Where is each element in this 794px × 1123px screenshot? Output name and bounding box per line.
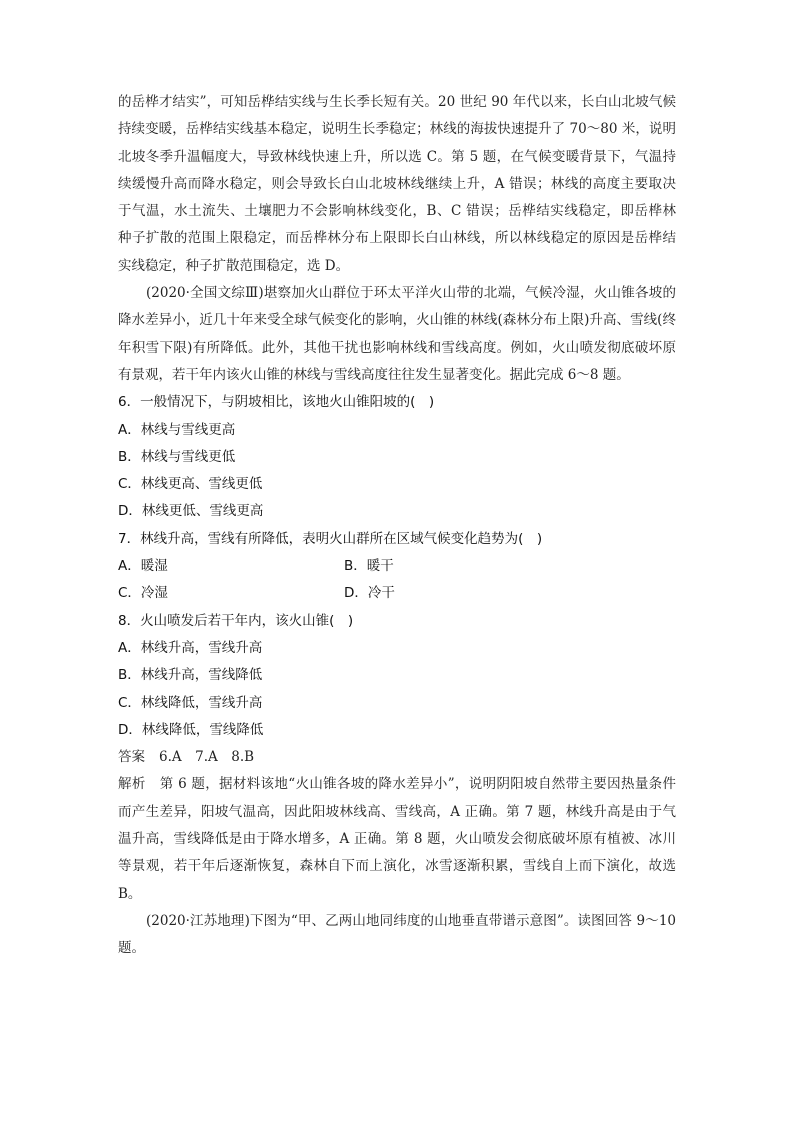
text-line: [118, 771, 676, 798]
text-line: 种子扩散的范围上限稳定，而岳桦林分布上限即长白山林线，所以林线稳定的原因是岳桦结: [118, 230, 676, 247]
text-line: 续缓慢升高而降水稳定，则会导致长白山北坡林线继续上升，A 错误；林线的高度主要取决: [118, 175, 676, 192]
text-line: 的岳桦才结实”，可知岳桦结实线与生长季长短有关。20 世纪 90 年代以来，长白山北坡气候: [118, 94, 676, 110]
option-a: A．暖湿: [118, 558, 168, 575]
option-row: [118, 580, 676, 607]
option-d: D．林线降低，雪线降低: [118, 721, 264, 738]
analysis: [118, 771, 676, 907]
text-line: 题。: [118, 940, 145, 957]
answer-label: 答案: [118, 749, 145, 766]
option-c: C．冷湿: [118, 585, 168, 602]
option-a: A．林线升高，雪线升高: [118, 639, 263, 656]
text-line: 持续变暖，岳桦结实线基本稳定，说明生长季稳定；林线的海拔快速提升了 70～80 米，说明: [118, 121, 676, 138]
next-passage: [118, 908, 676, 963]
text-line: (2020·全国文综Ⅲ)堪察加火山群位于环太平洋火山带的北端，气候冷湿，火山锥各坡的: [146, 285, 676, 302]
text-line: B。: [118, 885, 142, 902]
option-b: B．林线与雪线更低: [118, 448, 236, 465]
text-line: 而产生差异，阳坡气温高，因此阳坡林线高、雪线高，A 正确。第 7 题，林线升高是由于气: [118, 803, 676, 820]
page-content: [118, 89, 676, 963]
question-6: [118, 389, 676, 525]
text-line: 年积雪下限)有所降低。此外，其他干扰也影响林线和雪线高度。例如，火山喷发彻底破坏原: [118, 339, 676, 356]
question-stem: 8．火山喷发后若干年内，该火山锥( ): [118, 612, 354, 629]
question-8: [118, 608, 676, 744]
option-row: [118, 553, 676, 580]
text-line: 北坡冬季升温幅度大，导致林线快速上升，所以选 C。第 5 题，在气候变暖背景下，气温持: [118, 148, 676, 165]
option-a: A．林线与雪线更高: [118, 421, 236, 438]
answer-text: 6.A 7.A 8.B: [159, 749, 255, 766]
option-d: D．林线更低、雪线更高: [118, 503, 264, 520]
text-line: 实线稳定，种子扩散范围稳定，选 D。: [118, 257, 350, 274]
explanation-continued: [118, 89, 676, 280]
text-line: 降水差异小，近几十年来受全球气候变化的影响，火山锥的林线(森林分布上限)升高、雪线(终: [118, 312, 676, 329]
text-line: 有景观，若干年内该火山锥的林线与雪线高度往往发生显著变化。据此完成 6～8 题。: [118, 366, 630, 383]
text-line: 于气温，水土流失、土壤肥力不会影响林线变化，B、C 错误；岳桦结实线稳定，即岳桦林: [118, 203, 676, 220]
option-c: C．林线降低，雪线升高: [118, 694, 263, 711]
answer-line: [118, 744, 676, 771]
option-c: C．林线更高、雪线更低: [118, 476, 263, 493]
analysis-text: 第 6 题，据材料该地“火山锥各坡的降水差异小”，说明阴阳坡自然带主要因热量条件: [159, 776, 677, 793]
question-stem: 7．林线升高，雪线有所降低，表明火山群所在区域气候变化趋势为( ): [118, 530, 543, 547]
material-passage: [118, 280, 676, 389]
question-7: [118, 526, 676, 608]
text-line: (2020·江苏地理)下图为“甲、乙两山地同纬度的山地垂直带谱示意图”。读图回答 9～10: [146, 912, 676, 929]
text-line: 等景观，若干年后逐渐恢复，森林自下而上演化，冰雪逐渐积累，雪线自上而下演化，故选: [118, 858, 676, 875]
analysis-label: 解析: [118, 776, 146, 793]
text-line: 温升高，雪线降低是由于降水增多，A 正确。第 8 题，火山喷发会彻底破坏原有植被、冰川: [118, 831, 676, 848]
option-b: B．林线升高，雪线降低: [118, 667, 263, 684]
option-d: D．冷干: [344, 585, 395, 602]
option-b: B．暖干: [344, 558, 394, 575]
question-stem: 6．一般情况下，与阴坡相比，该地火山锥阳坡的( ): [118, 394, 435, 411]
